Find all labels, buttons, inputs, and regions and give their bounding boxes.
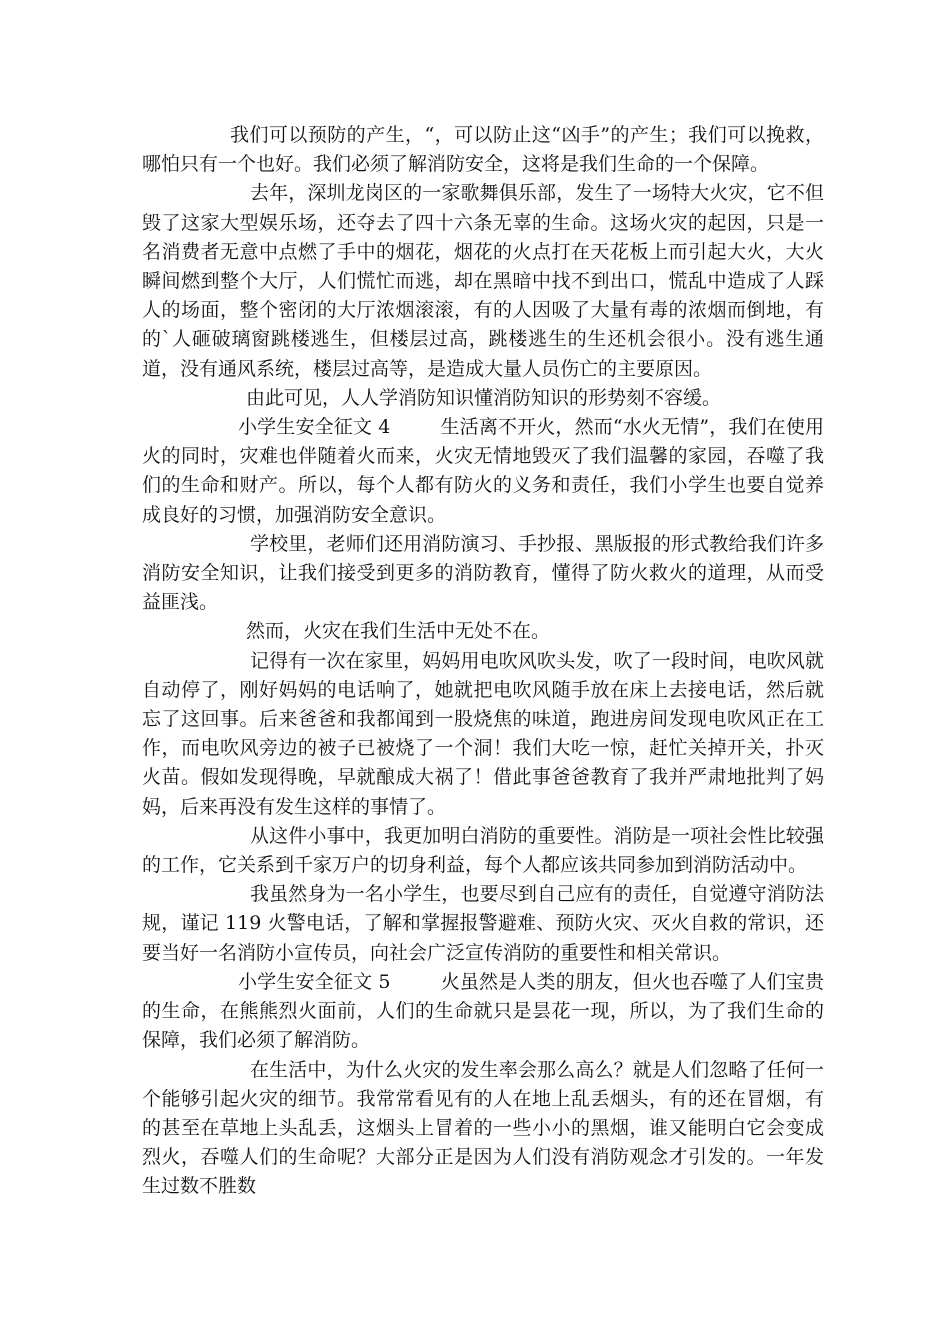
- essay-heading: 小学生安全征文 4: [238, 416, 391, 439]
- paragraph-text: 在生活中，为什么火灾的发生率会那么高么？就是人们忽略了任何一个能够引起火灾的细节。我常常看见有的人在地上乱丢烟头，有的还在冒烟，有的甚至在草地上头乱丢，这烟头上冒着的一些小小的黑烟，谁又能明白它会变成烈火，吞噬人们的生命呢？大部分正是因为人们没有消防观念才引发的。一年发生过数不胜数: [142, 1058, 824, 1198]
- paragraph: [142, 384, 824, 413]
- paragraph-text: 我虽然身为一名小学生，也要尽到自己应有的责任，自觉遵守消防法规，谨记 119 火警电话，了解和掌握报警避难、预防火灾、灭火自救的常识，还要当好一名消防小宣传员，向社会广泛宣传消防的重要性和相关常识。: [142, 883, 824, 964]
- paragraph: [142, 1056, 824, 1202]
- paragraph: [142, 880, 824, 968]
- paragraph: [142, 822, 824, 880]
- paragraph: [142, 121, 824, 179]
- essay-section: [142, 413, 824, 530]
- document-body: [142, 121, 824, 1202]
- paragraph-text: 去年，深圳龙岗区的一家歌舞俱乐部，发生了一场特大火灾，它不但毁了这家大型娱乐场，还夺去了四十六条无辜的生命。这场火灾的起因，只是一名消费者无意中点燃了手中的烟花，烟花的火点打在天花板上而引起大火，大火瞬间燃到整个大厅，人们慌忙而逃，却在黑暗中找不到出口，慌乱中造成了人踩人的场面，整个密闭的大厅浓烟滚滚，有的人因吸了大量有毒的浓烟而倒地，有的`人砸破璃窗跳楼逃生，但楼层过高，跳楼逃生的生还机会很小。没有逃生通道，没有通风系统，楼层过高等，是造成大量人员伤亡的主要原因。: [142, 182, 824, 380]
- paragraph-text: 记得有一次在家里，妈妈用电吹风吹头发，吹了一段时间，电吹风就自动停了，刚好妈妈的电话响了，她就把电吹风随手放在床上去接电话，然后就忘了这回事。后来爸爸和我都闻到一股烧焦的味道，跑进房间发现电吹风正在工作，而电吹风旁边的被子已被烧了一个洞！我们大吃一惊，赶忙关掉开关，扑灭火苗。假如发现得晚，早就酿成大祸了！借此事爸爸教育了我并严肃地批判了妈妈，后来再没有发生这样的事情了。: [142, 649, 824, 818]
- paragraph-text: 学校里，老师们还用消防演习、手抄报、黑版报的形式教给我们许多消防安全知识，让我们接受到更多的消防教育，懂得了防火救火的道理，从而受益匪浅。: [142, 532, 824, 614]
- paragraph: [142, 530, 824, 618]
- paragraph: [142, 617, 824, 646]
- paragraph-text: 生活离不开火，然而“水火无情”，我们在使用火的同时，灾难也伴随着火而来，火灾无情地毁灭了我们温馨的家园，吞噬了我们的生命和财产。所以，每个人都有防火的义务和责任，我们小学生也要自觉养成良好的习惯，加强消防安全意识。: [142, 416, 824, 526]
- paragraph-text: 从这件小事中，我更加明白消防的重要性。消防是一项社会性比较强的工作，它关系到千家万户的切身利益，每个人都应该共同参加到消防活动中。: [142, 824, 824, 877]
- essay-heading: 小学生安全征文 5: [238, 970, 391, 993]
- paragraph-text: 我们可以预防的产生，“，可以防止这“凶手”的产生；我们可以挽救，哪怕只有一个也好。我们必须了解消防安全，这将是我们生命的一个保障。: [142, 124, 824, 176]
- paragraph-text: 由此可见，人人学消防知识懂消防知识的形势刻不容缓。: [246, 386, 722, 409]
- paragraph: [142, 179, 824, 383]
- paragraph: [142, 647, 824, 822]
- paragraph-text: 然而，火灾在我们生活中无处不在。: [246, 620, 551, 643]
- essay-section: [142, 968, 824, 1056]
- paragraph-text: 火虽然是人类的朋友，但火也吞噬了人们宝贵的生命，在熊熊烈火面前，人们的生命就只是昙花一现，所以，为了我们生命的保障，我们必须了解消防。: [142, 970, 824, 1052]
